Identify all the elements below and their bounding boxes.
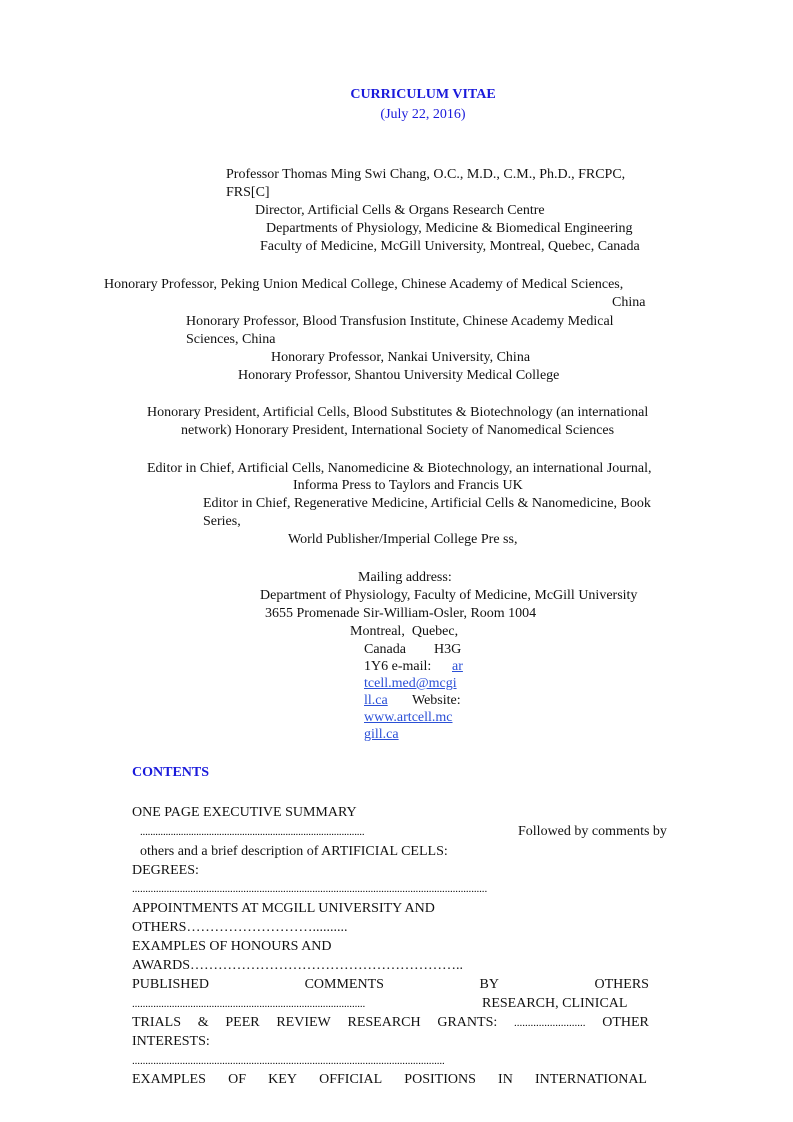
toc-interests-dots: ...................................................................................................................... — [132, 1055, 445, 1067]
director-line: Director, Artificial Cells & Organs Research Centre — [255, 203, 545, 218]
editor-line2: Informa Press to Taylors and Francis UK — [293, 478, 523, 493]
toc-interests: INTERESTS: — [132, 1034, 210, 1049]
email-link-part1[interactable]: ar — [452, 659, 463, 674]
departments-line: Departments of Physiology, Medicine & Biomedical Engineering — [266, 221, 633, 236]
toc-research-dots: ........................................................................................ — [132, 998, 366, 1010]
toc-trials-word5: RESEARCH — [347, 1015, 421, 1030]
mailing-line1: Department of Physiology, Faculty of Medicine, McGill University — [260, 588, 638, 603]
editor-line1: Editor in Chief, Artificial Cells, Nanomedicine & Biotechnology, an international Journal, — [147, 461, 652, 476]
toc-published-word3: BY — [479, 977, 499, 992]
editor-line3: Editor in Chief, Regenerative Medicine, Artificial Cells & Nanomedicine, Book — [203, 496, 651, 511]
toc-trials-word2: & — [197, 1015, 209, 1030]
toc-honours-line1: EXAMPLES OF HONOURS AND — [132, 939, 332, 954]
website-label: Website: — [412, 693, 461, 708]
toc-honours-line2: AWARDS………………………………………………….. — [132, 958, 463, 973]
toc-exec-summary: ONE PAGE EXECUTIVE SUMMARY — [132, 805, 357, 820]
toc-degrees: DEGREES: — [132, 863, 199, 878]
toc-trials-word6: GRANTS: — [437, 1015, 498, 1030]
presidency-line2: network) Honorary President, International Society of Nanomedical Sciences — [181, 423, 615, 438]
toc-appointments-line2: OTHERS……………………….......... — [132, 920, 348, 935]
mailing-city-quebec: Quebec, — [411, 624, 459, 639]
honorary-peking-line1: Honorary Professor, Peking Union Medical College, Chinese Academy of Medical Sciences, — [104, 277, 624, 292]
toc-examples-word5: POSITIONS — [404, 1072, 476, 1087]
honorary-shantou: Honorary Professor, Shantou University Medical College — [238, 368, 560, 383]
toc-followed: Followed by comments by — [518, 824, 667, 839]
toc-published-word1: PUBLISHED — [132, 977, 210, 992]
email-link-part2[interactable]: tcell.med@mcgi — [364, 676, 457, 691]
toc-followed-2: others and a brief description of ARTIFICIAL CELLS: — [140, 844, 448, 859]
toc-trials-word7: OTHER — [602, 1015, 649, 1030]
toc-trials-word3: PEER — [225, 1015, 260, 1030]
toc-trials-dots: .......................... — [514, 1017, 586, 1029]
toc-examples-word3: KEY — [268, 1072, 297, 1087]
person-name-line2: FRS[C] — [226, 185, 270, 200]
honorary-peking-line2: China — [612, 295, 646, 310]
editor-line5: World Publisher/Imperial College Pre ss, — [288, 532, 518, 547]
toc-published-word2: COMMENTS — [304, 977, 384, 992]
mailing-line2: 3655 Promenade Sir-William-Osler, Room 1004 — [265, 606, 537, 621]
editor-line4: Series, — [203, 514, 241, 529]
toc-trials-line — [132, 1014, 649, 1032]
mailing-canada: Canada — [364, 642, 406, 657]
toc-examples-word6: IN — [498, 1072, 513, 1087]
person-name-line1: Professor Thomas Ming Swi Chang, O.C., M.D., C.M., Ph.D., FRCPC, — [226, 167, 626, 182]
toc-exec-dots: ........................................................................................ — [140, 826, 365, 838]
toc-examples-line — [132, 1071, 647, 1089]
email-link-part3[interactable]: ll.ca — [364, 693, 388, 708]
honorary-nankai: Honorary Professor, Nankai University, China — [271, 350, 531, 365]
honorary-blood-line1: Honorary Professor, Blood Transfusion Institute, Chinese Academy Medical — [186, 314, 614, 329]
cv-title: CURRICULUM VITAE — [350, 87, 496, 102]
mailing-city — [350, 623, 458, 641]
mailing-city-montreal: Montreal, — [350, 624, 405, 639]
website-link-part1[interactable]: www.artcell.mc — [364, 710, 453, 725]
toc-examples-word2: OF — [228, 1072, 246, 1087]
toc-appointments-line1: APPOINTMENTS AT MCGILL UNIVERSITY AND — [132, 901, 435, 916]
toc-examples-word4: OFFICIAL — [319, 1072, 383, 1087]
presidency-line1: Honorary President, Artificial Cells, Blood Substitutes & Biotechnology (an international — [147, 405, 649, 420]
toc-trials-word4: REVIEW — [276, 1015, 331, 1030]
toc-trials-word1: TRIALS — [132, 1015, 181, 1030]
toc-examples-word7: INTERNATIONAL — [535, 1072, 647, 1087]
toc-examples-word1: EXAMPLES — [132, 1072, 206, 1087]
toc-research: RESEARCH, CLINICAL — [482, 996, 628, 1011]
toc-degrees-dots: ...................................................................................................................................... — [132, 883, 488, 895]
mailing-label: Mailing address: — [358, 570, 452, 585]
honorary-blood-line2: Sciences, China — [186, 332, 276, 347]
faculty-line: Faculty of Medicine, McGill University, Montreal, Quebec, Canada — [260, 239, 640, 254]
contents-heading: CONTENTS — [132, 765, 210, 780]
cv-date: (July 22, 2016) — [380, 107, 466, 122]
mailing-postal-b: 1Y6 e-mail: — [364, 659, 432, 674]
website-link-part2[interactable]: gill.ca — [364, 727, 399, 742]
toc-published-line — [132, 976, 649, 994]
mailing-postal-a: H3G — [434, 642, 462, 657]
toc-published-word4: OTHERS — [594, 977, 649, 992]
